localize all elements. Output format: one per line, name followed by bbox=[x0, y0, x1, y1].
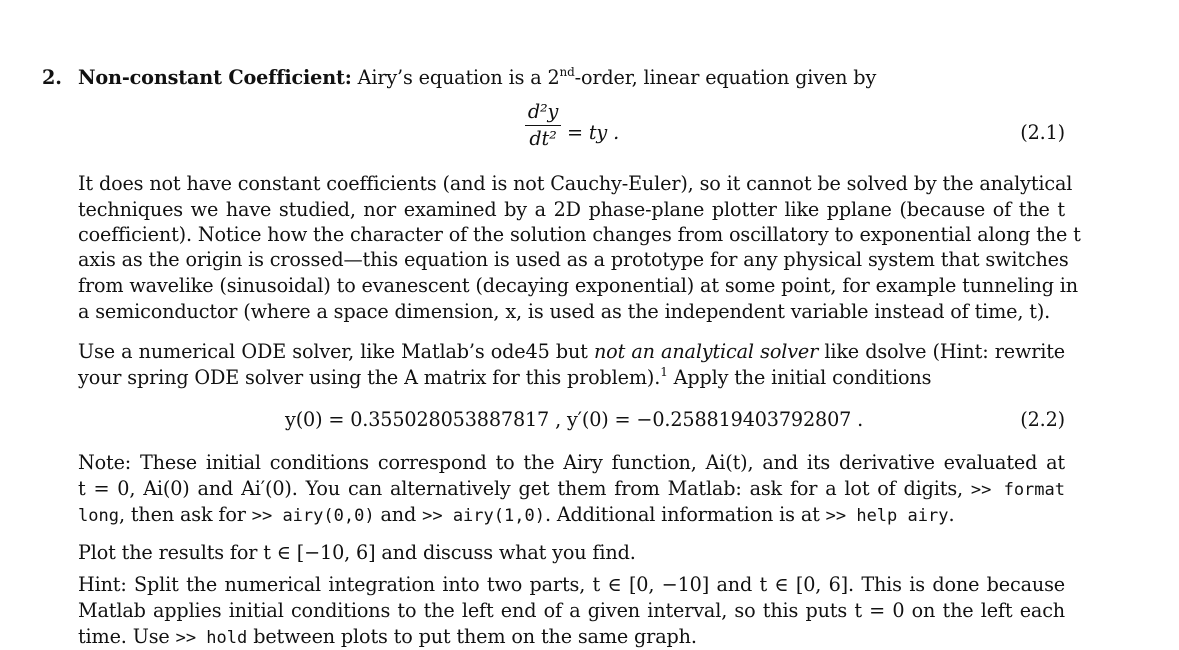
code-snippet: >> format bbox=[970, 480, 1065, 500]
plot-instruction: Plot the results for t ∈ [−10, 6] and discuss what you find. bbox=[78, 541, 636, 564]
equation-label-2-2: (2.2) bbox=[1020, 408, 1065, 431]
instruction-line-2 bbox=[78, 366, 931, 390]
note-text: , then ask for bbox=[118, 503, 246, 526]
note-text: . Additional information is at bbox=[544, 503, 820, 526]
hint-line-1: Hint: Split the numerical integration into two parts, t ∈ [0, −10] and t ∈ [0, 6]. This is done because bbox=[78, 573, 1065, 596]
problem-title: Non-constant Coefficient: bbox=[78, 66, 352, 89]
intro-text-a: Airy’s equation is a 2 bbox=[357, 66, 560, 89]
paragraph-line: from wavelike (sinusoidal) to evanescent (decaying exponential) at some point, for example tunneling in bbox=[78, 274, 1078, 297]
instruction-text: Apply the initial conditions bbox=[667, 366, 932, 389]
code-snippet: >> airy(1,0) bbox=[422, 506, 545, 526]
intro-superscript: nd bbox=[559, 65, 575, 79]
intro-text-b: -order, linear equation given by bbox=[574, 66, 877, 89]
code-snippet: >> hold bbox=[175, 628, 248, 648]
note-text: t = 0, Ai(0) and Ai′(0). You can alternatively get them from Matlab: ask for a lot of digits, bbox=[78, 477, 963, 500]
note-line-1: Note: These initial conditions correspond to the Airy function, Ai(t), and its derivative evaluated at bbox=[78, 451, 1065, 474]
footnote-marker: 1 bbox=[660, 365, 668, 379]
equation-label-2-1: (2.1) bbox=[1020, 121, 1065, 144]
fraction-numerator: d²y bbox=[527, 100, 559, 123]
instruction-text: Use a numerical ODE solver, like Matlab’s ode45 but bbox=[78, 340, 588, 363]
paragraph-line: a semiconductor (where a space dimension, x, is used as the independent variable instead of time, t). bbox=[78, 300, 1051, 323]
paragraph-line: coefficient). Notice how the character of the solution changes from oscillatory to exponential along the t bbox=[78, 223, 1081, 246]
problem-number: 2. bbox=[42, 66, 62, 89]
instruction-text: like dsolve (Hint: rewrite bbox=[824, 340, 1065, 363]
hint-line-2: Matlab applies initial conditions to the left end of a given interval, so this puts t = 0 on the left each bbox=[78, 599, 1065, 622]
equation-rhs: = ty . bbox=[567, 121, 620, 144]
problem-header bbox=[78, 66, 876, 90]
initial-conditions-equation: y(0) = 0.355028053887817 , y′(0) = −0.258819403792807 . bbox=[285, 408, 864, 431]
instruction-text: your spring ODE solver using the A matrix for this problem). bbox=[78, 366, 661, 389]
note-line-2 bbox=[78, 477, 1065, 502]
fraction-bar bbox=[525, 125, 561, 126]
hint-text: between plots to put them on the same graph. bbox=[253, 625, 697, 648]
equation-fraction bbox=[525, 100, 561, 151]
code-snippet: >> airy(0,0) bbox=[251, 506, 375, 526]
code-snippet: >> help airy bbox=[825, 506, 949, 526]
paragraph-line: techniques we have studied, nor examined by a 2D phase-plane plotter like pplane (because of the t bbox=[78, 198, 1065, 221]
instruction-line-1 bbox=[78, 340, 1065, 364]
code-snippet: long bbox=[78, 506, 119, 526]
note-line-3 bbox=[78, 503, 954, 528]
fraction-denominator: dt² bbox=[529, 127, 557, 150]
note-text: and bbox=[380, 503, 417, 526]
hint-text: time. Use bbox=[78, 625, 170, 648]
emphasis-text: not an analytical solver bbox=[593, 340, 819, 363]
hint-line-3 bbox=[78, 625, 697, 650]
paragraph-line: It does not have constant coefficients (and is not Cauchy-Euler), so it cannot be solved by the analytical bbox=[78, 172, 1073, 195]
note-text: . bbox=[948, 503, 955, 526]
paragraph-line: axis as the origin is crossed—this equation is used as a prototype for any physical system that switches bbox=[78, 248, 1069, 271]
